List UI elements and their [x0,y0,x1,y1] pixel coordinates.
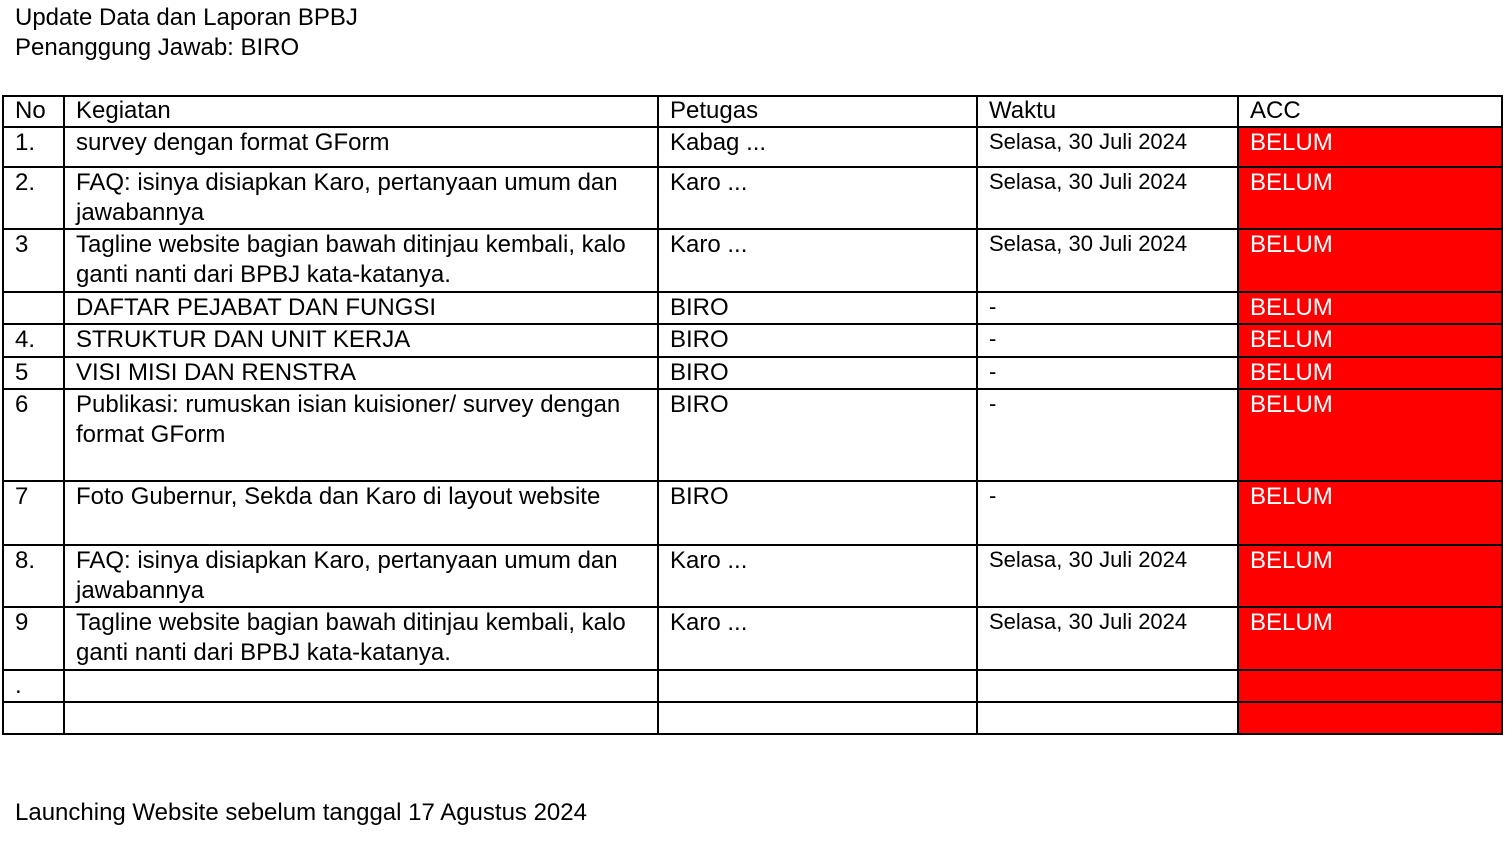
cell-kegiatan [64,702,658,734]
cell-no: 4. [3,324,64,357]
cell-no: 5 [3,357,64,389]
cell-kegiatan: Foto Gubernur, Sekda dan Karo di layout website [64,481,658,545]
cell-acc-status: BELUM [1238,481,1502,545]
cell-no: 1. [3,127,64,167]
cell-no: 9 [3,607,64,670]
cell-waktu: Selasa, 30 Juli 2024 [977,127,1238,167]
cell-no: . [3,670,64,702]
cell-petugas: BIRO [658,292,977,324]
column-header-kegiatan: Kegiatan [64,96,658,127]
table-row [3,229,1502,292]
cell-acc-status: BELUM [1238,127,1502,167]
cell-petugas: BIRO [658,481,977,545]
column-header-petugas: Petugas [658,96,977,127]
cell-acc-status [1238,670,1502,702]
table-header-row [3,96,1502,127]
cell-acc-status: BELUM [1238,607,1502,670]
cell-kegiatan: DAFTAR PEJABAT DAN FUNGSI [64,292,658,324]
cell-waktu: Selasa, 30 Juli 2024 [977,167,1238,229]
cell-kegiatan: survey dengan format GForm [64,127,658,167]
cell-petugas: Karo ... [658,545,977,607]
cell-acc-status: BELUM [1238,389,1502,481]
cell-acc-status: BELUM [1238,229,1502,292]
cell-petugas: Karo ... [658,229,977,292]
table-row [3,670,1502,702]
document-header [15,3,358,63]
cell-petugas: Karo ... [658,167,977,229]
cell-kegiatan: FAQ: isinya disiapkan Karo, pertanyaan umum dan jawabannya [64,545,658,607]
launch-note: Launching Website sebelum tanggal 17 Agustus 2024 [15,799,587,826]
document-title: Update Data dan Laporan BPBJ [15,4,358,31]
cell-acc-status: BELUM [1238,545,1502,607]
cell-kegiatan: Tagline website bagian bawah ditinjau kembali, kalo ganti nanti dari BPBJ kata-katanya. [64,229,658,292]
table-row [3,545,1502,607]
cell-waktu: Selasa, 30 Juli 2024 [977,545,1238,607]
table-row [3,389,1502,481]
table-row [3,702,1502,734]
column-header-waktu: Waktu [977,96,1238,127]
task-table [2,95,1503,735]
cell-waktu: - [977,324,1238,357]
table-row [3,127,1502,167]
cell-acc-status: BELUM [1238,324,1502,357]
cell-petugas [658,670,977,702]
cell-no: 7 [3,481,64,545]
cell-acc-status: BELUM [1238,357,1502,389]
cell-waktu [977,702,1238,734]
cell-acc-status [1238,702,1502,734]
table-row [3,607,1502,670]
table-row [3,481,1502,545]
cell-petugas: BIRO [658,357,977,389]
cell-petugas: Karo ... [658,607,977,670]
cell-no: 2. [3,167,64,229]
cell-waktu: Selasa, 30 Juli 2024 [977,607,1238,670]
cell-waktu [977,670,1238,702]
cell-no: 3 [3,229,64,292]
cell-petugas: Kabag ... [658,127,977,167]
table-row [3,292,1502,324]
cell-kegiatan: FAQ: isinya disiapkan Karo, pertanyaan umum dan jawabannya [64,167,658,229]
cell-kegiatan [64,670,658,702]
column-header-acc: ACC [1238,96,1502,127]
cell-waktu: - [977,292,1238,324]
cell-kegiatan: STRUKTUR DAN UNIT KERJA [64,324,658,357]
column-header-no: No [3,96,64,127]
responsible-party: Penanggung Jawab: BIRO [15,34,300,61]
cell-no: 6 [3,389,64,481]
cell-acc-status: BELUM [1238,167,1502,229]
cell-waktu: - [977,389,1238,481]
table-row [3,324,1502,357]
table-row [3,357,1502,389]
cell-petugas [658,702,977,734]
cell-petugas: BIRO [658,389,977,481]
table-row [3,167,1502,229]
cell-no [3,292,64,324]
cell-no: 8. [3,545,64,607]
cell-kegiatan: Publikasi: rumuskan isian kuisioner/ survey dengan format GForm [64,389,658,481]
cell-kegiatan: Tagline website bagian bawah ditinjau kembali, kalo ganti nanti dari BPBJ kata-katanya. [64,607,658,670]
cell-waktu: Selasa, 30 Juli 2024 [977,229,1238,292]
cell-waktu: - [977,481,1238,545]
cell-petugas: BIRO [658,324,977,357]
cell-kegiatan: VISI MISI DAN RENSTRA [64,357,658,389]
cell-waktu: - [977,357,1238,389]
cell-acc-status: BELUM [1238,292,1502,324]
cell-no [3,702,64,734]
